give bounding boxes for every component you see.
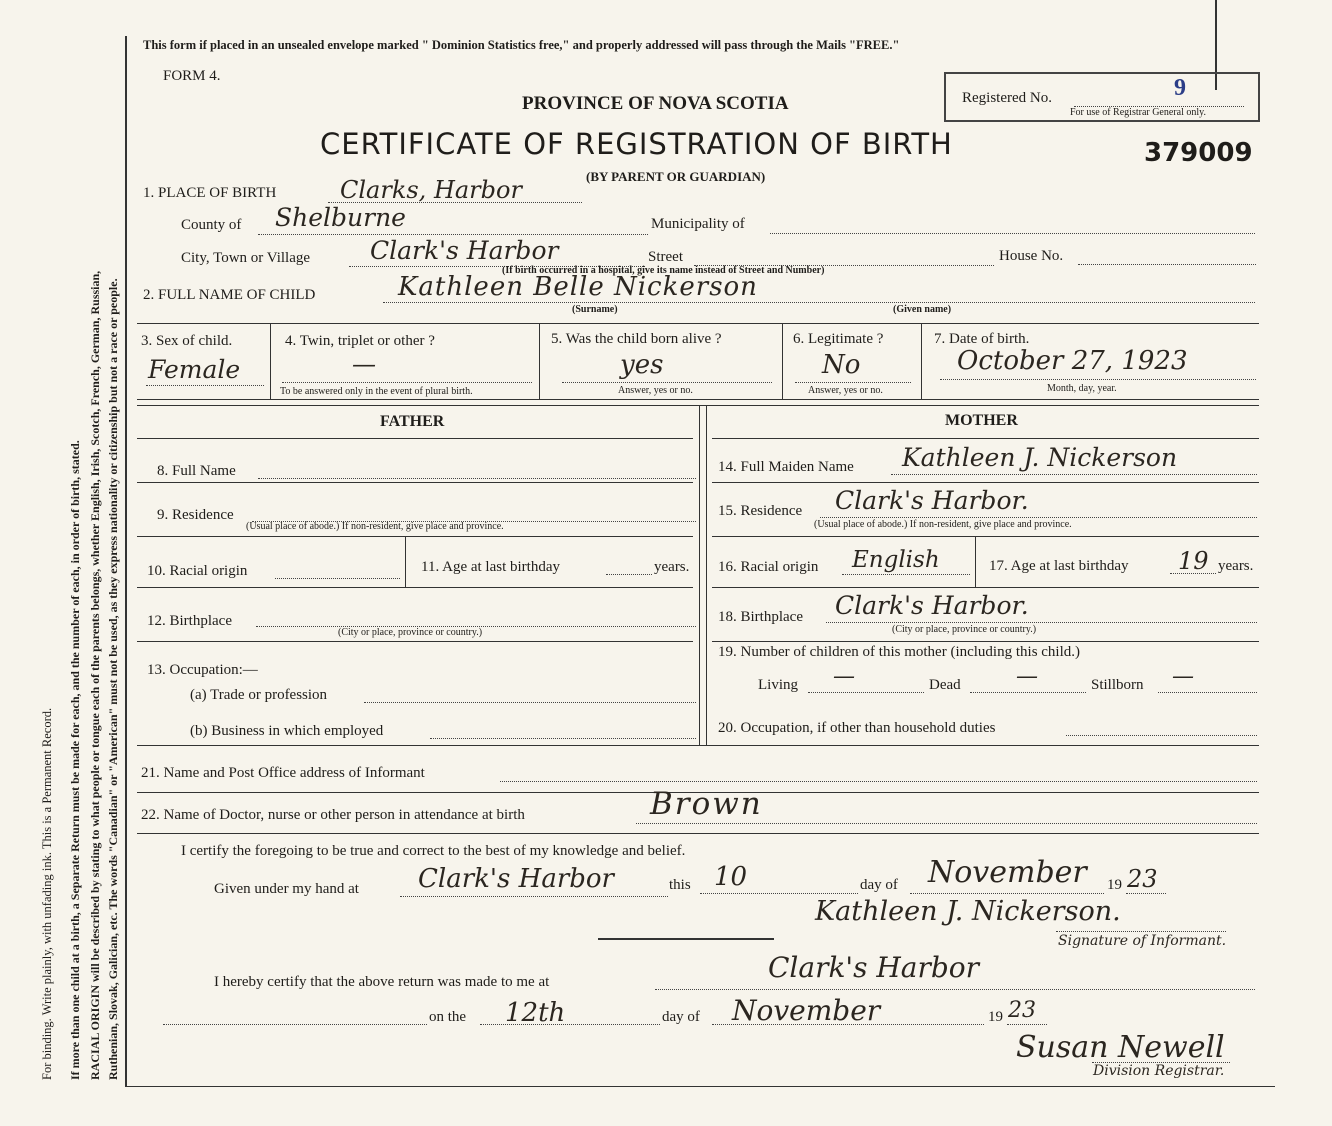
father-heading: FATHER [380,413,445,430]
twin-value: — [352,350,376,378]
mother-residence-value: Clark's Harbor. [835,486,1029,515]
registrar-year-prefix: 19 [988,1009,1003,1025]
father-business-label: (b) Business in which employed [190,723,384,739]
alive-value: yes [620,350,664,380]
given-year-value: 23 [1127,865,1158,893]
registrar-day-of-label: day of [662,1009,700,1025]
registered-box [944,72,1260,122]
registered-label: Registered No. [962,90,1052,106]
date-of-birth-value: October 27, 1923 [957,346,1188,376]
this-label: this [669,877,691,893]
registrar-place-value: Clark's Harbor [768,951,980,984]
mother-birthplace-note: (City or place, province or country.) [892,624,1037,635]
given-day-of-label: day of [860,877,898,893]
mother-years-label: years. [1218,558,1254,574]
father-trade-label: (a) Trade or profession [190,687,328,703]
informant-signature: Kathleen J. Nickerson. [815,896,1121,927]
by-parent-label: (BY PARENT OR GUARDIAN) [586,169,766,184]
registrar-signature: Susan Newell [1016,1030,1225,1065]
county-value: Shelburne [275,203,406,232]
dead-value: — [1016,664,1038,689]
alive-label: 5. Was the child born alive ? [551,331,722,347]
informant-label: 21. Name and Post Office address of Informant [141,765,425,781]
mother-age-value: 19 [1178,547,1209,575]
twin-label: 4. Twin, triplet or other ? [285,333,435,349]
twin-note: To be answered only in the event of plural birth. [280,386,473,397]
side-instruction-3: RACIAL ORIGIN will be described by stating to what people or tongue each of the parents belongs, whether English, Irish, Scotch, French, German, Russian, [88,270,102,1080]
city-label: City, Town or Village [181,250,311,266]
given-year-prefix: 19 [1107,877,1122,893]
alive-note: Answer, yes or no. [618,385,693,396]
county-label: County of [181,217,242,233]
postal-notice: This form if placed in an unsealed envelope marked " Dominion Statistics free," and properly addressed will pass through the Mails "FREE." [143,38,900,52]
father-racial-label: 10. Racial origin [147,563,248,579]
serial-number: 379009 [1144,138,1253,168]
given-under-label: Given under my hand at [214,881,359,897]
mother-residence-label: 15. Residence [718,503,803,519]
street-label: Street [648,249,683,265]
legitimate-note: Answer, yes or no. [808,385,883,396]
mother-occupation-label: 20. Occupation, if other than household duties [718,720,996,736]
date-of-birth-note: Month, day, year. [1047,383,1117,394]
mother-name-label: 14. Full Maiden Name [718,459,854,475]
father-age-label: 11. Age at last birthday [421,559,560,575]
living-value: — [833,664,855,689]
stillborn-label: Stillborn [1091,677,1144,693]
side-instruction-2: If more than one child at a birth, a Separate Return must be made for each, and the number of each, in order of birth, stated. [68,440,82,1080]
mother-heading: MOTHER [945,412,1018,429]
father-residence-note: (Usual place of abode.) If non-resident, give place and province. [246,521,504,532]
child-name-value: Kathleen Belle Nickerson [398,272,758,302]
registrar-day-value: 12th [505,998,566,1028]
registrar-general-note: For use of Registrar General only. [1070,107,1206,118]
doctor-label: 22. Name of Doctor, nurse or other person in attendance at birth [141,807,525,823]
doctor-value: Brown [650,786,763,822]
legitimate-value: No [822,350,861,380]
legitimate-label: 6. Legitimate ? [793,331,884,347]
registered-number: 9 [1174,75,1186,101]
place-of-birth-label: 1. PLACE OF BIRTH [143,185,277,201]
bottom-border [125,1086,1275,1087]
mother-age-label: 17. Age at last birthday [989,558,1129,574]
child-name-label: 2. FULL NAME OF CHILD [143,287,316,303]
form-label: FORM 4. [163,68,221,84]
father-name-label: 8. Full Name [157,463,236,479]
side-instruction-1: For binding. Write plainly, with unfading ink. This is a Permanent Record. [40,707,54,1080]
stillborn-value: — [1172,664,1194,689]
given-name-note: (Given name) [893,304,952,315]
place-of-birth-value: Clarks, Harbor [340,176,522,204]
side-instruction-4: Ruthenian, Slovak, Galician, etc. The words "Canadian" or "American" must not be used, as they express nationality or citizenship but not a race or people. [106,278,120,1080]
on-the-label: on the [429,1009,467,1025]
given-day-value: 10 [714,862,748,892]
dead-label: Dead [929,677,961,693]
mother-residence-note: (Usual place of abode.) If non-resident, give place and province. [814,519,1072,530]
father-occupation-label: 13. Occupation:— [147,662,258,678]
mother-racial-label: 16. Racial origin [718,559,819,575]
given-place-value: Clark's Harbor [418,864,614,894]
certificate-title: CERTIFICATE OF REGISTRATION OF BIRTH [320,127,953,161]
sex-label: 3. Sex of child. [141,333,233,349]
hospital-note: (If birth occurred in a hospital, give its name instead of Street and Number) [502,265,825,276]
certify-text: I certify the foregoing to be true and correct to the best of my knowledge and belief. [181,843,686,859]
father-years-label: years. [654,559,690,575]
mother-birthplace-label: 18. Birthplace [718,609,803,625]
children-count-label: 19. Number of children of this mother (including this child.) [718,644,1081,660]
registrar-year-value: 23 [1008,998,1036,1023]
father-residence-label: 9. Residence [157,507,234,523]
mother-racial-value: English [852,547,940,573]
sex-value: Female [148,355,241,384]
given-month-value: November [928,855,1087,890]
province-heading: PROVINCE OF NOVA SCOTIA [522,93,789,114]
registrar-month-value: November [732,994,881,1027]
father-birthplace-note: (City or place, province or country.) [338,627,483,638]
mother-birthplace-value: Clark's Harbor. [835,591,1029,620]
surname-note: (Surname) [572,304,618,315]
house-no-label: House No. [999,248,1064,264]
division-registrar-label: Division Registrar. [1093,1063,1225,1079]
date-of-birth-label: 7. Date of birth. [934,331,1030,347]
signature-of-informant-label: Signature of Informant. [1058,933,1227,949]
left-border [125,36,127,1086]
living-label: Living [758,677,798,693]
father-birthplace-label: 12. Birthplace [147,613,232,629]
mother-name-value: Kathleen J. Nickerson [902,443,1178,472]
city-value: Clark's Harbor [370,236,559,265]
municipality-label: Municipality of [651,216,745,232]
registrar-certify-text: I hereby certify that the above return was made to me at [214,974,550,990]
